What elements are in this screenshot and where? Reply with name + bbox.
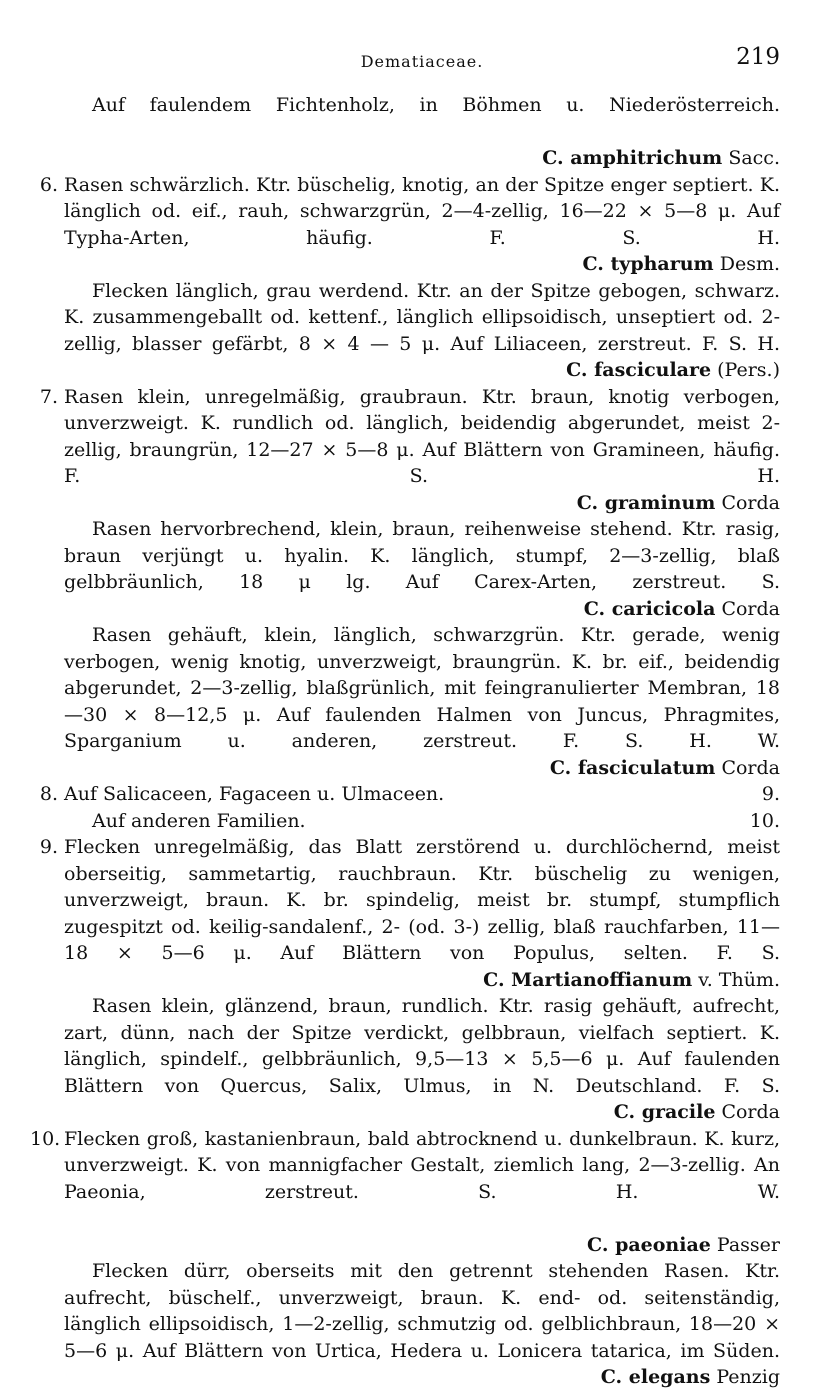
species-binomial: C. fasciculare [566, 359, 712, 381]
species-binomial: C. graminum [576, 491, 716, 514]
page-header [64, 44, 780, 78]
species-author: Corda [715, 1101, 780, 1123]
entry-text: Rasen klein, glänzend, braun, rundlich. Ktr. rasig gehäuft, aufrecht, zart, dünn, nach der Spitze verdickt, gelbbraun, vielfach septiert. K. länglich, spindelf., gelbbräunlich, 9,5—13 × 5,5—6 μ. Auf faulenden Blättern von Quercus, Salix, Ulmus, in N. Deutschland. F. S. [64, 995, 780, 1097]
species-author: Sacc. [722, 147, 780, 169]
key-ref: 9. [761, 783, 780, 805]
entry-text: Rasen klein, unregelmäßig, graubraun. Ktr. braun, knotig verbogen, unverzweigt. K. rundlich od. länglich, beidendig abgerundet, meist 2-zellig, braungrün, 12—27 × 5—8 μ. Auf Blättern von Gramineen, häufig. F. S. H. [64, 385, 780, 487]
entry-text: Flecken groß, kastanienbraun, bald abtrocknend u. dunkelbraun. K. kurz, unverzweigt. K. von mannigfacher Gestalt, ziemlich lang, 2—3-zellig. An Paeonia, zerstreut. S. H. W. [64, 1127, 780, 1203]
species-author: Corda [715, 491, 780, 514]
key-entry [39, 384, 780, 517]
entry-number: 8. [39, 783, 58, 805]
species-binomial: C. fasciculatum [549, 756, 716, 779]
species-author: Desm. [713, 253, 780, 275]
entry-number: 6. [39, 173, 58, 196]
key-entry [64, 622, 780, 781]
entry-number: 9. [39, 836, 58, 858]
entry-text: Flecken dürr, oberseits mit den getrennt stehenden Rasen. Ktr. aufrecht, büschelf., unverzweigt, braun. K. end- od. seitenständig, länglich ellipsoidisch, 1—2-zellig, schmutzig od. gelblichbraun, 18—20 × 5—6 μ. Auf Blättern von Urtica, Hedera u. Lonicera tatarica, im Süden. [64, 1260, 780, 1362]
key-entry [64, 92, 780, 172]
entry-text: Auf faulendem Fichtenholz, in Böhmen u. Niederösterreich. [92, 94, 780, 116]
entry-text: Rasen hervorbrechend, klein, braun, reihenweise stehend. Ktr. rasig, braun verjüngt u. hyalin. K. länglich, stumpf, 2—3-zellig, blaß gelbbräunlich, 18 μ lg. Auf Carex-Arten, zerstreut. S. [64, 518, 780, 593]
species-binomial: C. gracile [613, 1101, 716, 1123]
species-author: Corda [715, 756, 780, 779]
species-author: (Pers.) [711, 359, 780, 381]
entry-text: Rasen schwärzlich. Ktr. büschelig, knotig, an der Spitze enger septiert. K. länglich od. eif., rauh, schwarzgrün, 2—4-zellig, 16—22 × 5—8 μ. Auf Typha-Arten, häufig. F. S. H. [64, 173, 780, 249]
species-binomial: C. paeoniae [587, 1233, 711, 1256]
key-entry [30, 1126, 780, 1259]
page-number: 219 [736, 44, 780, 70]
entry-text: Flecken unregelmäßig, das Blatt zerstörend u. durchlöchernd, meist oberseitig, sammetartig, rauchbraun. Ktr. büschelig zu wenigen, unverzweigt, braun. K. br. spindelig, meist br. stumpf, stumpflich zugespitzt od. keilig-sandalenf., 2- (od. 3-) zellig, blaß rauchfarben, 11—18 × 5—6 μ. Auf Blättern von Populus, selten. F. S. [64, 836, 780, 964]
species-name [64, 1232, 780, 1259]
key-lead: Auf Salicaceen, Fagaceen u. Ulmaceen. [64, 783, 445, 805]
key-line [64, 781, 780, 808]
species-author: Penzig [710, 1366, 780, 1388]
key-lead: Auf anderen Familien. [92, 809, 306, 832]
running-title: Dematiaceae. [360, 52, 484, 71]
species-binomial: C. elegans [600, 1366, 711, 1388]
species-author: Corda [715, 597, 780, 620]
page-body [30, 92, 780, 1391]
key-entry [64, 516, 780, 622]
entry-text: Flecken länglich, grau werdend. Ktr. an der Spitze gebogen, schwarz. K. zusammengeballt od. kettenf., länglich ellipsoidisch, unseptiert od. 2-zellig, blasser gefärbt, 8 × 4 — 5 μ. Auf Liliaceen, zerstreut. F. S. H. [64, 279, 780, 355]
entry-text: Rasen gehäuft, klein, länglich, schwarzgrün. Ktr. gerade, wenig verbogen, wenig knotig, unverzweigt, braungrün. K. br. eif., beidendig abgerundet, 2—3-zellig, blaßgrünlich, mit feingranulierter Membran, 18—30 × 8—12,5 μ. Auf faulenden Halmen von Juncus, Phragmites, Sparganium u. anderen, zerstreut. F. S. H. W. [64, 624, 780, 752]
species-binomial: C. amphitrichum [542, 147, 723, 169]
species-binomial: C. caricicola [583, 597, 716, 620]
species-name [64, 145, 780, 172]
key-entry [39, 172, 780, 278]
species-binomial: C. typharum [582, 253, 714, 275]
entry-number: 10. [30, 1127, 61, 1150]
key-line [64, 808, 780, 835]
key-entry [64, 278, 780, 384]
key-entry [64, 1258, 780, 1391]
species-author: Passer [710, 1233, 780, 1256]
key-entry [39, 834, 780, 993]
entry-number: 7. [39, 385, 58, 408]
species-author: v. Thüm. [692, 968, 780, 991]
key-entry [64, 993, 780, 1126]
species-binomial: C. Martianoffianum [483, 968, 693, 991]
key-entry [39, 781, 780, 834]
key-ref: 10. [749, 809, 780, 832]
